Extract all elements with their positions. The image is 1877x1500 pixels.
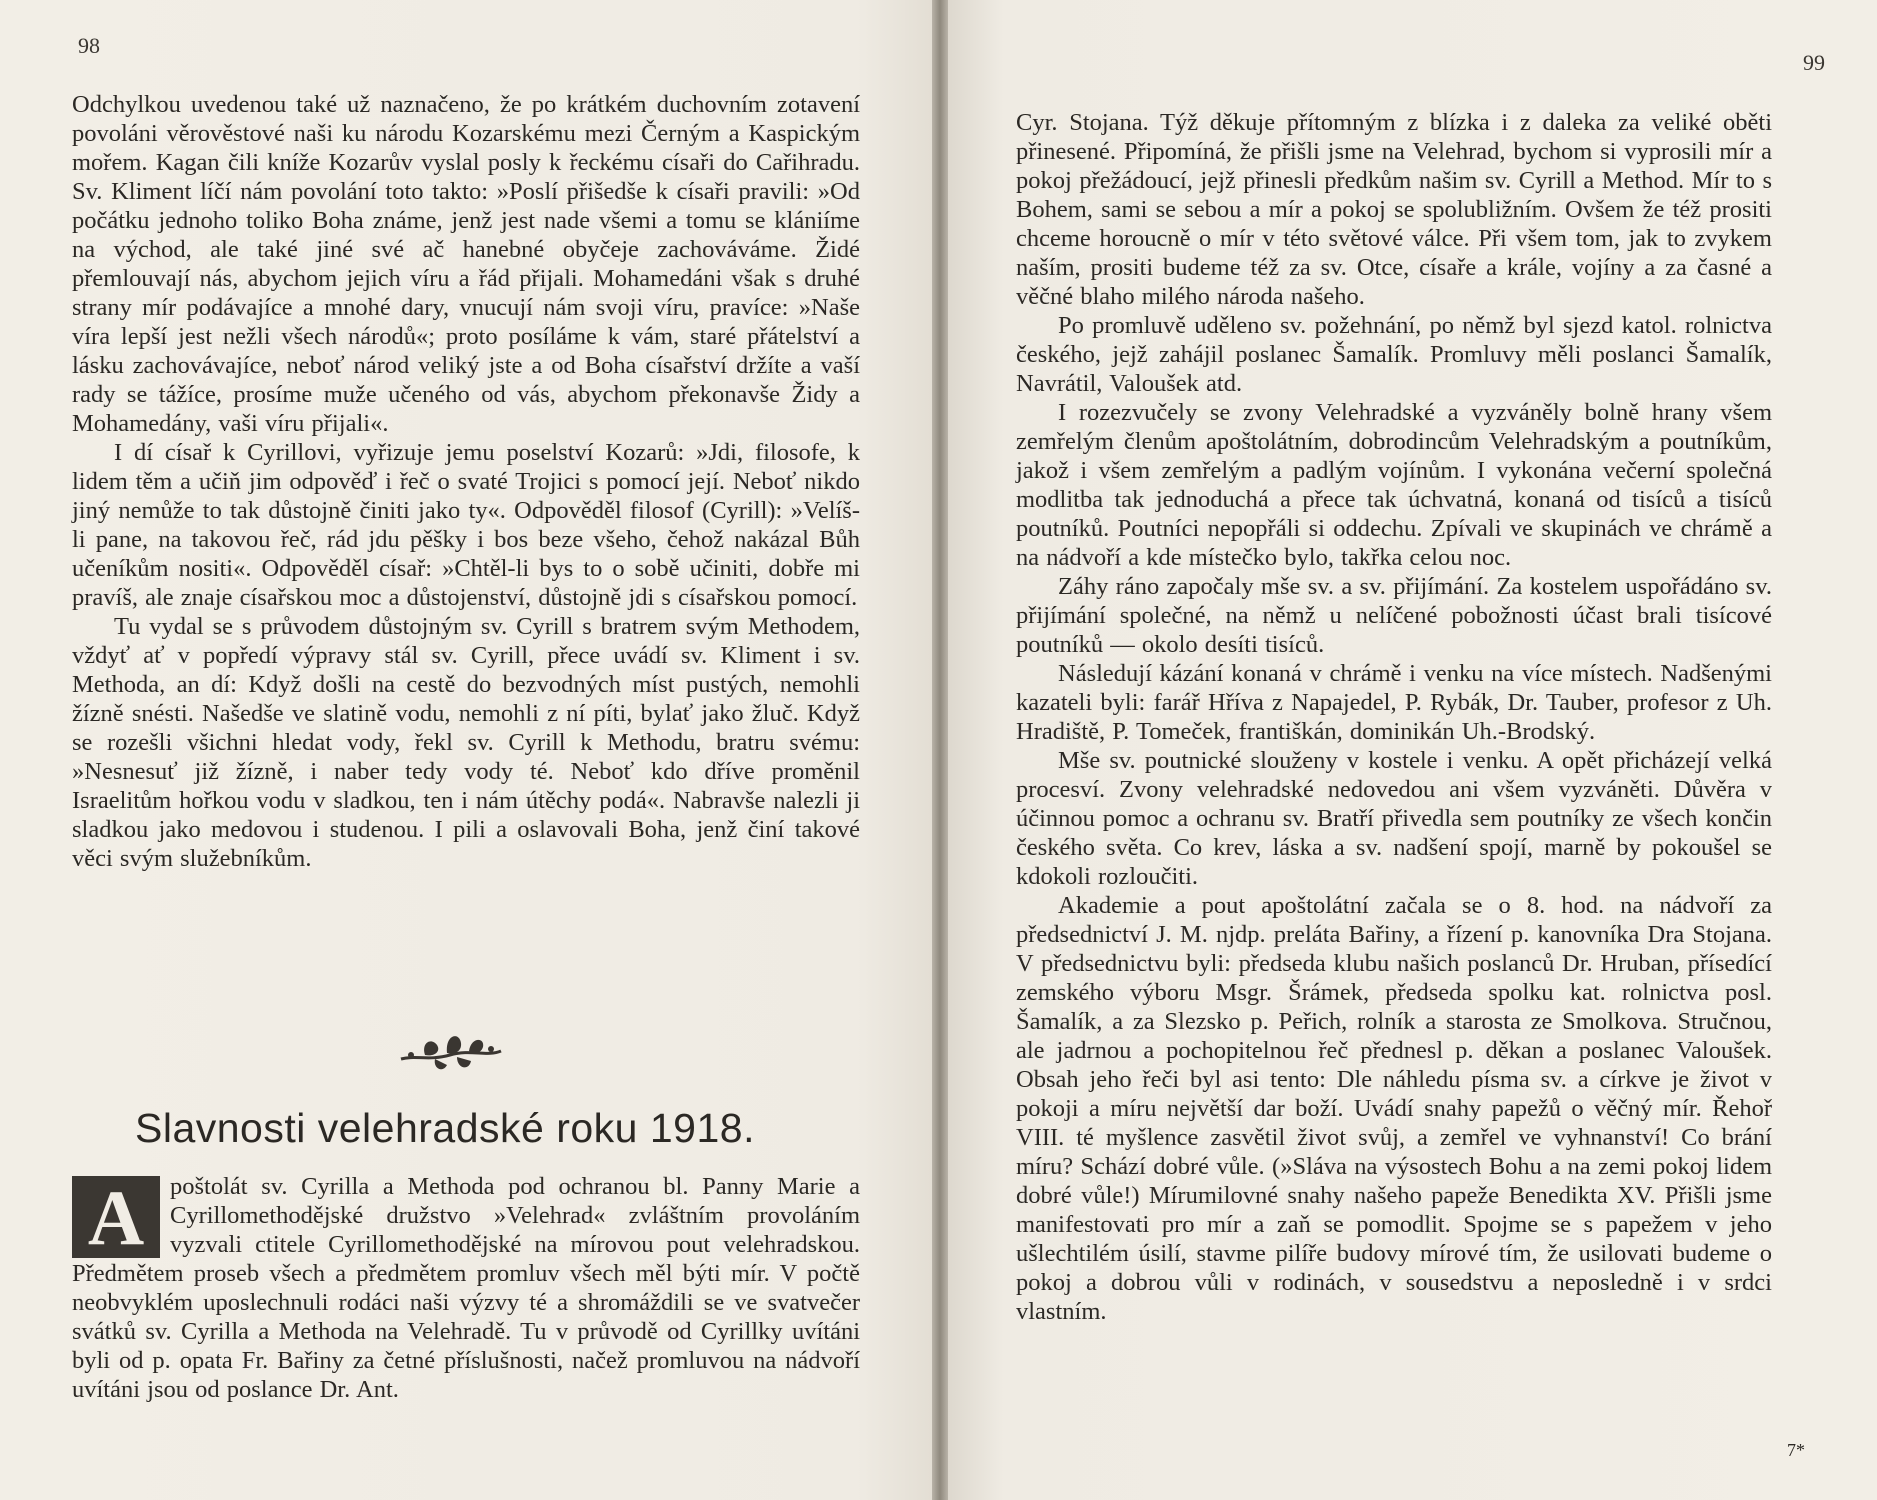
- paragraph: Po promluvě uděleno sv. požehnání, po němž byl sjezd katol. rolnictva českého, jejž zahájil poslanec Šamalík. Promluvy měli poslanci Šamalík, Navrátil, Valoušek atd.: [1016, 312, 1772, 397]
- article-heading: Slavnosti velehradské roku 1918.: [135, 1105, 755, 1151]
- left-page: [0, 0, 932, 1500]
- paragraph: Akademie a pout apoštolátní začala se o 8. hod. na nádvoří za předsednictví J. M. njdp. preláta Bařiny, a řízení p. kanovníka Dra Stojana. V předsednictvu byli: předseda klubu našich poslanců Dr. Hruban, přísedící zemského výboru Msgr. Šrámek, předseda spolku kat. rolnictva posl. Šamalík, a za Slezsko p. Peřich, rolník a starosta ze Smolkova. Stručnou, ale jadrnou a pochopitelnou řeč přednesl p. děkan a poslanec Valoušek. Obsah jeho řeči byl asi tento: Dle náhledu písma sv. a církve je život v pokoji a míru největší dar boží. Uvádí snahy papežů o věčný mír. Řehoř VIII. té myšlence zasvětil život svůj, a zemřel ve vyhnanství! Co brání míru? Schází dobré vůle. (»Sláva na výsostech Bohu a na zemi pokoj lidem dobré vůle!) Mírumilovné snahy našeho papeže Benedikta XV. Přišli jsme manifestovati pro mír a zaň se pomodlit. Spojme se s papežem v jeho ušlechtilém úsilí, stavme pilíře budovy mírové tím, že usilovati budeme o pokoj a dobrou vůli v rodinách, v sousedstvu a neposledně i v srdci vlastním.: [1016, 892, 1772, 1325]
- article-opening: [72, 1172, 860, 1404]
- article-opening-text: poštolát sv. Cyrilla a Methoda pod ochranou bl. Panny Marie a Cyrillomethodějské družstvo »Velehrad« zvláštním provoláním vyzvali ctitele Cyrillomethodějské na mírovou pout velehradskou. Předmětem proseb všech a předmětem promluv všech měl býti mír. V počtě neobvyklém uposlechnuli rodáci naši výzvy té a shromáždili se ve svatvečer svátků sv. Cyrilla a Methoda na Velehradě. Tu v průvodě od Cyrillky uvítáni byli od p. opata Fr. Bařiny za četné příslušnosti, načež promluvou na nádvoří uvítáni jsou od poslance Dr. Ant.: [72, 1173, 860, 1403]
- right-page: [948, 0, 1877, 1500]
- paragraph: Tu vydal se s průvodem důstojným sv. Cyrill s bratrem svým Methodem, vždyť ať v popředí výpravy stál sv. Cyrill, přece uvádí sv. Kliment i sv. Methoda, an dí: Když došli na cestě do bezvodných míst pustých, nemohli žízně snésti. Našedše ve slatině vodu, nemohli z ní píti, bylať jako žluč. Když se rozešli všichni hledat vody, řekl sv. Cyrill k Methodu, bratru svému: »Nesnesuť již žízně, i naber tedy vody té. Neboť kdo dříve proměnil Israelitům hořkou vodu v sladkou, ten i nám útěchy podá«. Nabravše nalezli ji sladkou jako medovou i studenou. I pili a oslavovali Boha, jenž činí takové věci svým služebníkům.: [72, 613, 860, 872]
- paragraph: I rozezvučely se zvony Velehradské a vyzváněly bolně hrany všem zemřelým členům apoštolátním, dobrodincům Velehradským a poutníkům, jakož i všem zemřelým a padlým vojínům. I vykonána večerní společná modlitba tak jednoduchá a přece tak úchvatná, konaná od tisíců a tisíců poutníků. Poutníci nepopřáli si oddechu. Zpívali ve skupinách ve chrámě a na nádvoří a kde místečko bylo, takřka celou noc.: [1016, 399, 1772, 571]
- paragraph: I dí císař k Cyrillovi, vyřizuje jemu poselství Kozarů: »Jdi, filosofe, k lidem těm a učiň jim odpověď i řeč o svaté Trojici s pomocí její. Neboť nikdo jiný nemůže to tak důstojně činiti jako ty«. Odpověděl filosof (Cyrill): »Velíš-li pane, na takovou řeč, rád jdu pěšky i bos beze všeho, čehož nakázal Bůh učeníkům nositi«. Odpověděl císař: »Chtěl-li bys to o sobě učiniti, dobře mi pravíš, ale znaje císařskou moc a důstojenství, důstojně jdi s císařskou pomocí.: [72, 439, 860, 611]
- decorated-initial: A: [72, 1176, 160, 1258]
- book-gutter: [932, 0, 948, 1500]
- page-number-left: 98: [78, 33, 100, 58]
- left-page-body: [72, 90, 860, 873]
- paragraph: Záhy ráno započaly mše sv. a sv. přijímání. Za kostelem uspořádáno sv. přijímání společné, na němž u nelíčené pobožnosti účast brali tisícové poutníků — okolo desíti tisíců.: [1016, 573, 1772, 658]
- paragraph: Cyr. Stojana. Týž děkuje přítomným z blízka i z daleka za veliké oběti přinesené. Připomíná, že přišli jsme na Velehrad, bychom si vyprosili mír a pokoj přežádoucí, jejž přinesli předkům našim sv. Cyrill a Method. Mír to s Bohem, sami se sebou a mír a pokoj se spolubližním. Ovšem že též prositi chceme horoucně o mír v této světové válce. Při všem tom, jak to zvykem naším, prositi budeme též za sv. Otce, císaře a krále, vojíny a za časné a věčné blaho milého národa našeho.: [1016, 109, 1772, 310]
- paragraph: Odchylkou uvedenou také už naznačeno, že po krátkém duchovním zotavení povoláni věrověstové naši ku národu Kozarskému mezi Černým a Kaspickým mořem. Kagan čili kníže Kozarův vyslal posly k řeckému císaři do Cařihradu. Sv. Kliment líčí nám povolání toto takto: »Poslí přišedše k císaři pravili: »Od počátku jednoho toliko Boha známe, jenž jest nade všemi a tomu se klániíme na východ, ale také jiné své ač hanebné obyčeje zachováváme. Židé přemlouvají nás, abychom jejich víru a řád přijali. Mohamedáni však s druhé strany mír podávajíce a mnohé dary, vnucují nám svoji víru, pravíce: »Naše víra lepší jest nežli všech národů«; proto posíláme k vám, staré přátelství a lásku zachovávajíce, neboť národ veliký jste a od Boha císařství držíte a vaší rady se tážíce, prosíme muže učeného od vás, abychom překonavše Židy a Mohamedány, vaši víru přijali«.: [72, 91, 860, 437]
- floral-ornament-icon: [395, 1025, 505, 1077]
- right-page-body: [1016, 108, 1772, 1326]
- paragraph: Mše sv. poutnické slouženy v kostele i venku. A opět přicházejí velká procesví. Zvony velehradské nedovedou ani všem vyzváněti. Důvěra v účinnou pomoc a ochranu sv. Bratří přivedla sem poutníky ze všech končin českého světa. Co krev, láska a sv. nadšení spojí, marně by pokoušel se kdokoli rozloučiti.: [1016, 747, 1772, 890]
- printer-signature: 7*: [1787, 1440, 1805, 1460]
- page-number-right: 99: [1803, 50, 1825, 75]
- paragraph: Následují kázání konaná v chrámě i venku na více místech. Nadšenými kazateli byli: farář Hříva z Napajedel, P. Rybák, Dr. Tauber, profesor z Uh. Hradiště, P. Tomeček, františkán, dominikán Uh.-Brodský.: [1016, 660, 1772, 745]
